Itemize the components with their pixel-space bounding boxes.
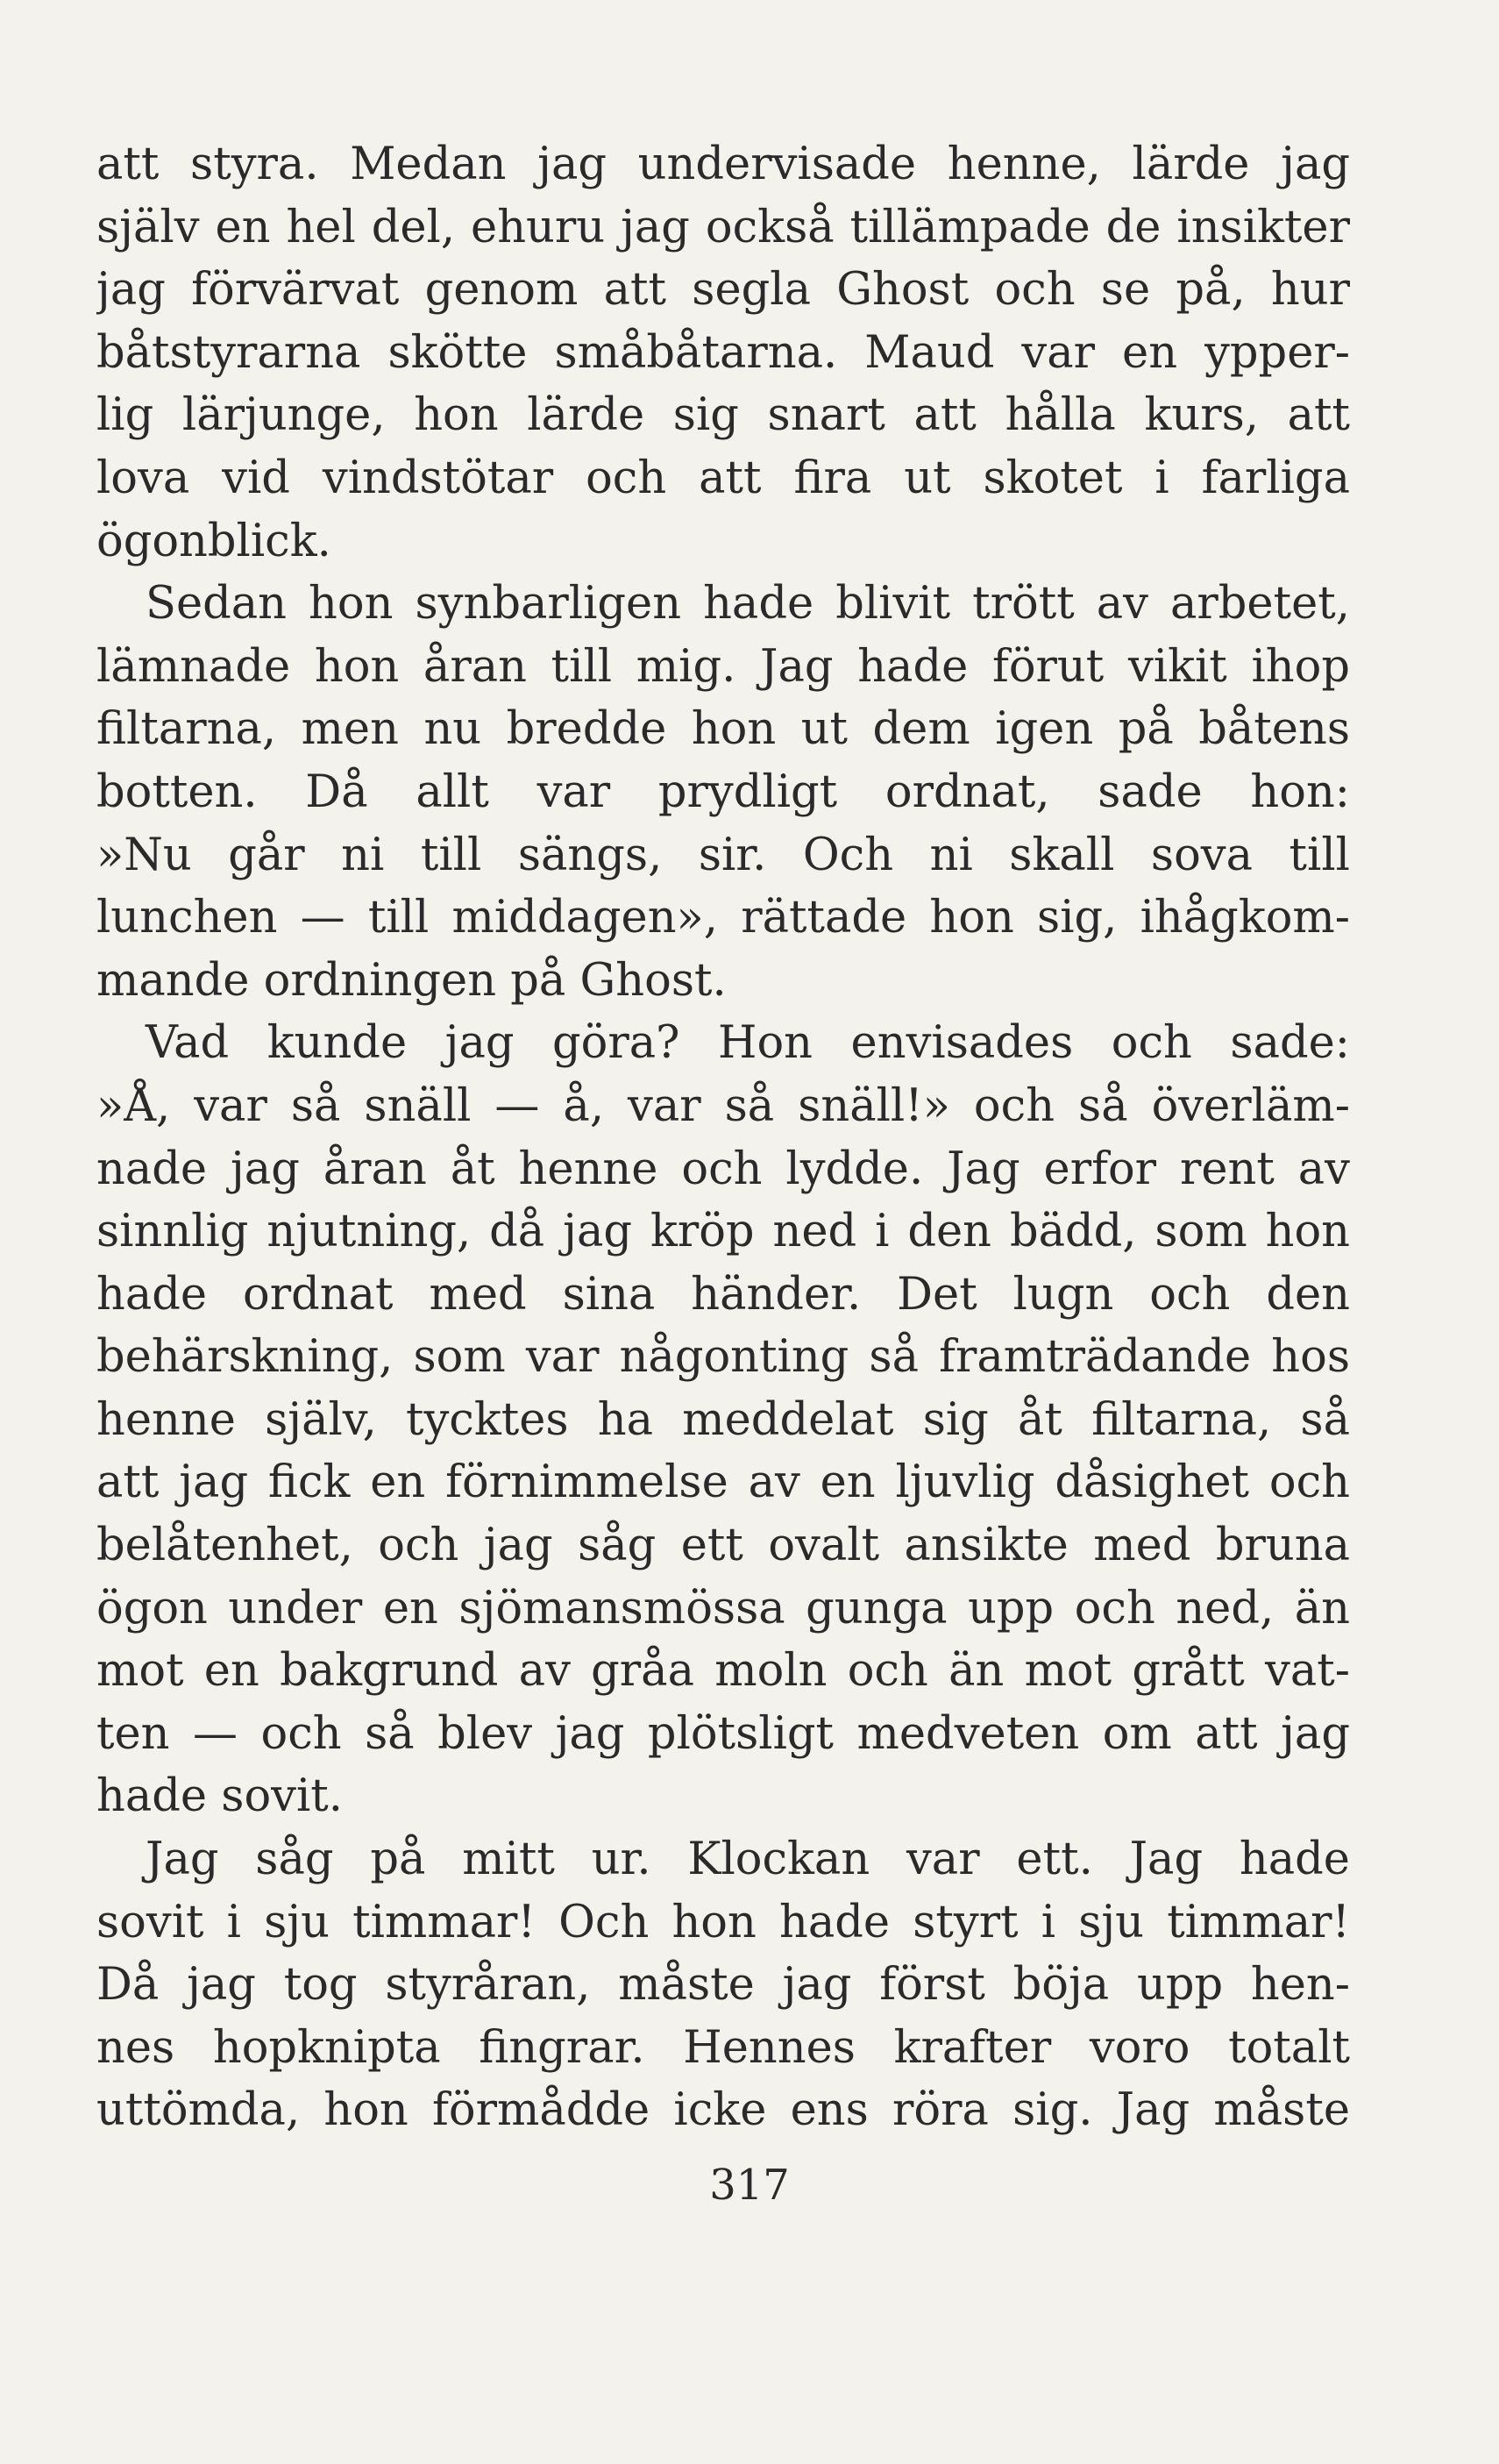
text-line: själv en hel del, ehuru jag också tillämpade de insikter [96,201,1350,253]
text-line: uttömda, hon förmådde icke ens röra sig. Jag måste [96,2084,1350,2137]
text-line: sinnlig njutning, då jag kröp ned i den bädd, som hon [96,1206,1350,1258]
text-line: ögonblick. [96,515,331,567]
text-line: nade jag åran åt henne och lydde. Jag erfor rent av [96,1143,1350,1195]
text-line: ten — och så blev jag plötsligt medveten om att jag [96,1707,1350,1760]
text-line: hade sovit. [96,1770,343,1823]
text-line: lova vid vindstötar och att fira ut skotet i farliga [96,452,1350,504]
text-line: att styra. Medan jag undervisade henne, lärde jag [96,139,1350,190]
text-line: mande ordningen på Ghost. [96,954,727,1007]
page-number: 317 [709,2161,790,2210]
text-line: belåtenhet, och jag såg ett ovalt ansikte med bruna [96,1520,1350,1572]
text-line: båtstyrarna skötte småbåtarna. Maud var en ypper- [96,326,1350,379]
text-line: nes hopknipta fingrar. Hennes krafter voro totalt [96,2021,1350,2074]
body-text [96,133,1350,2142]
text-line: lämnade hon åran till mig. Jag hade förut vikit ihop [96,640,1350,693]
paragraph-first-line: Jag såg på mitt ur. Klockan var ett. Jag hade [146,1834,1350,1886]
text-line: mot en bakgrund av gråa moln och än mot grått vat- [96,1645,1350,1698]
text-line: filtarna, men nu bredde hon ut dem igen på båtens [96,703,1350,756]
text-line: lunchen — till middagen», rättade hon sig, ihågkom- [96,892,1350,944]
text-line: hade ordnat med sina händer. Det lugn och den [96,1268,1350,1321]
text-line: sovit i sju timmar! Och hon hade styrt i sju timmar! [96,1896,1350,1948]
paragraph-first-line: Sedan hon synbarligen hade blivit trött av arbetet, [146,578,1350,630]
text-line: »Å, var så snäll — å, var så snäll!» och så överläm- [96,1079,1350,1132]
paragraph-first-line: Vad kunde jag göra? Hon envisades och sade: [146,1017,1350,1070]
text-line: »Nu går ni till sängs, sir. Och ni skall sova till [96,829,1350,881]
text-line: behärskning, som var någonting så framträdande hos [96,1331,1350,1384]
text-line: henne själv, tycktes ha meddelat sig åt filtarna, så [96,1393,1350,1446]
text-line: Då jag tog styråran, måste jag först böja upp hen- [96,1959,1350,2012]
text-line: att jag fick en förnimmelse av en ljuvlig dåsighet och [96,1456,1350,1509]
text-line: botten. Då allt var prydligt ordnat, sade hon: [96,766,1350,818]
text-line: ögon under en sjömansmössa gunga upp och ned, än [96,1582,1350,1634]
text-line: jag förvärvat genom att segla Ghost och se på, hur [96,264,1350,317]
text-line: lig lärjunge, hon lärde sig snart att hålla kurs, att [96,389,1350,442]
